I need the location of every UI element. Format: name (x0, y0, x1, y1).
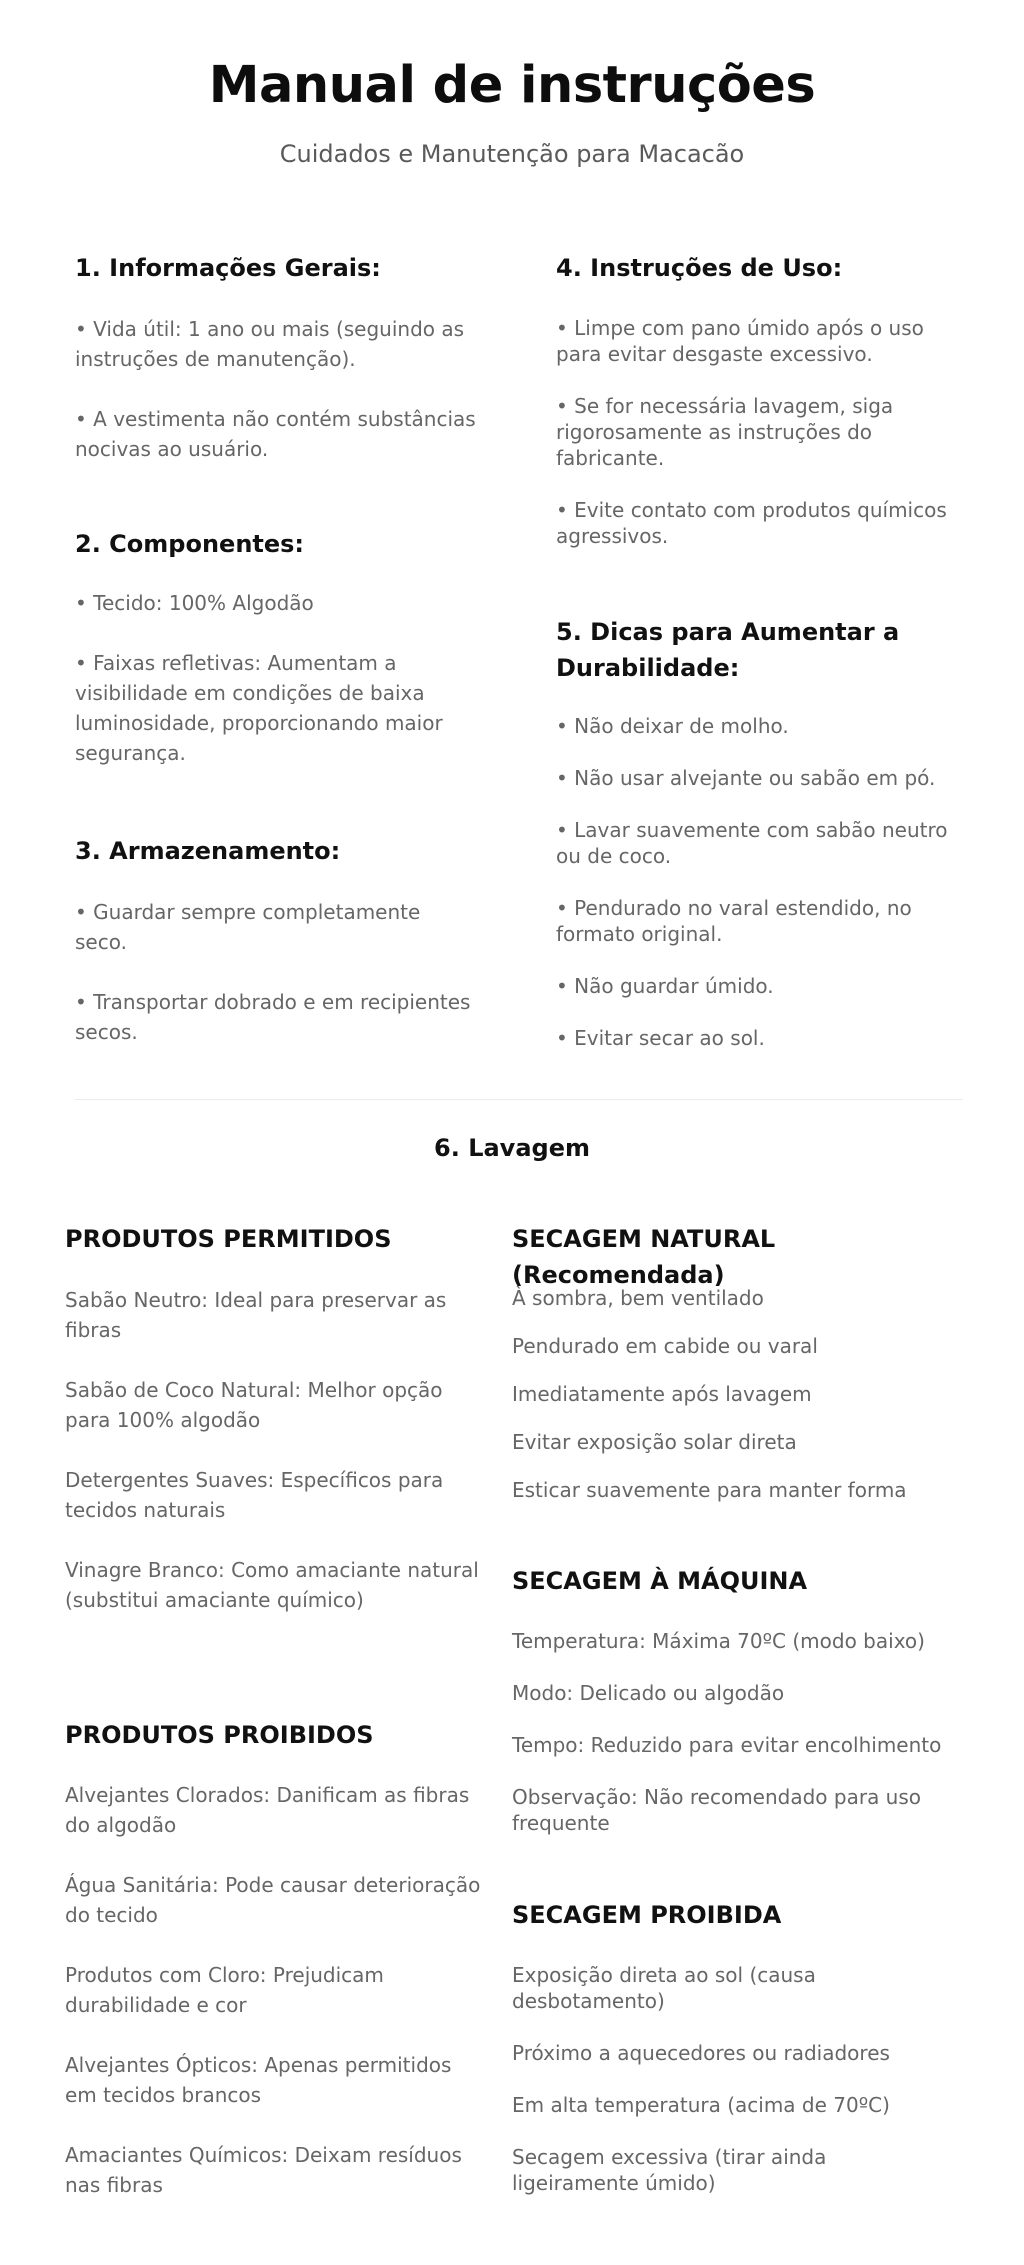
permitidos-title: PRODUTOS PERMITIDOS (65, 1225, 392, 1253)
lavagem-title: 6. Lavagem (434, 1134, 590, 1162)
secagem-natural-item: À sombra, bem ventilado (512, 1286, 764, 1310)
proibidos-title: PRODUTOS PROIBIDOS (65, 1721, 374, 1749)
section-2-title: 2. Componentes: (75, 530, 305, 558)
permitidos-item: Sabão Neutro: Ideal para preservar as fibras (65, 1288, 447, 1342)
section-3-item: • Guardar sempre completamente seco. (75, 900, 421, 954)
section-5-item: • Lavar suavemente com sabão neutro ou de coco. (556, 818, 948, 868)
secagem-proibida-item: Próximo a aquecedores ou radiadores (512, 2041, 890, 2065)
secagem-proibida-item: Em alta temperatura (acima de 70ºC) (512, 2093, 890, 2117)
secagem-proibida-item: Secagem excessiva (tirar ainda ligeiramente úmido) (512, 2145, 827, 2195)
section-5-title: 5. Dicas para Aumentar a Durabilidade: (556, 618, 900, 682)
secagem-natural-item: Esticar suavemente para manter forma (512, 1478, 907, 1502)
proibidos-item: Amaciantes Químicos: Deixam resíduos nas fibras (65, 2143, 462, 2197)
proibidos-item: Água Sanitária: Pode causar deterioração do tecido (65, 1873, 481, 1927)
section-4-item: • Limpe com pano úmido após o uso para evitar desgaste excessivo. (556, 316, 924, 366)
section-5-item: • Não usar alvejante ou sabão em pó. (556, 766, 936, 790)
section-2-item: • Tecido: 100% Algodão (75, 591, 314, 615)
section-3-title: 3. Armazenamento: (75, 837, 341, 865)
section-3-item: • Transportar dobrado e em recipientes secos. (75, 990, 471, 1044)
section-1-title: 1. Informações Gerais: (75, 254, 381, 282)
permitidos-item: Detergentes Suaves: Específicos para tecidos naturais (65, 1468, 444, 1522)
secagem-natural-item: Evitar exposição solar direta (512, 1430, 797, 1454)
divider (75, 1099, 963, 1100)
section-4-title: 4. Instruções de Uso: (556, 254, 843, 282)
section-5-item: • Pendurado no varal estendido, no formato original. (556, 896, 912, 946)
section-1-item: • A vestimenta não contém substâncias nocivas ao usuário. (75, 407, 476, 461)
secagem-maquina-item: Observação: Não recomendado para uso frequente (512, 1785, 922, 1835)
section-5-item: • Evitar secar ao sol. (556, 1026, 765, 1050)
section-4-item: • Evite contato com produtos químicos agressivos. (556, 498, 947, 548)
secagem-natural-title: SECAGEM NATURAL (Recomendada) (512, 1225, 776, 1289)
secagem-proibida-item: Exposição direta ao sol (causa desbotamento) (512, 1963, 816, 2013)
secagem-maquina-item: Modo: Delicado ou algodão (512, 1681, 785, 1705)
secagem-natural-item: Pendurado em cabide ou varal (512, 1334, 818, 1358)
section-4-item: • Se for necessária lavagem, siga rigorosamente as instruções do fabricante. (556, 394, 894, 470)
section-5-item: • Não guardar úmido. (556, 974, 774, 998)
permitidos-item: Vinagre Branco: Como amaciante natural (substitui amaciante químico) (65, 1558, 479, 1612)
secagem-natural-item: Imediatamente após lavagem (512, 1382, 812, 1406)
secagem-maquina-item: Temperatura: Máxima 70ºC (modo baixo) (512, 1629, 925, 1653)
page-subtitle: Cuidados e Manutenção para Macacão (279, 140, 745, 168)
proibidos-item: Alvejantes Ópticos: Apenas permitidos em tecidos brancos (65, 2053, 452, 2107)
section-1-item: • Vida útil: 1 ano ou mais (seguindo as instruções de manutenção). (75, 317, 465, 371)
proibidos-item: Produtos com Cloro: Prejudicam durabilidade e cor (65, 1963, 384, 2017)
permitidos-item: Sabão de Coco Natural: Melhor opção para 100% algodão (65, 1378, 443, 1432)
proibidos-item: Alvejantes Clorados: Danificam as fibras do algodão (65, 1783, 470, 1837)
secagem-proibida-title: SECAGEM PROIBIDA (512, 1901, 782, 1929)
secagem-maquina-title: SECAGEM À MÁQUINA (512, 1567, 808, 1595)
secagem-maquina-item: Tempo: Reduzido para evitar encolhimento (512, 1733, 942, 1757)
page-title: Manual de instruções (208, 56, 816, 115)
section-5-item: • Não deixar de molho. (556, 714, 789, 738)
section-2-item: • Faixas refletivas: Aumentam a visibilidade em condições de baixa luminosidade, proporcionando maior segurança. (75, 651, 443, 765)
